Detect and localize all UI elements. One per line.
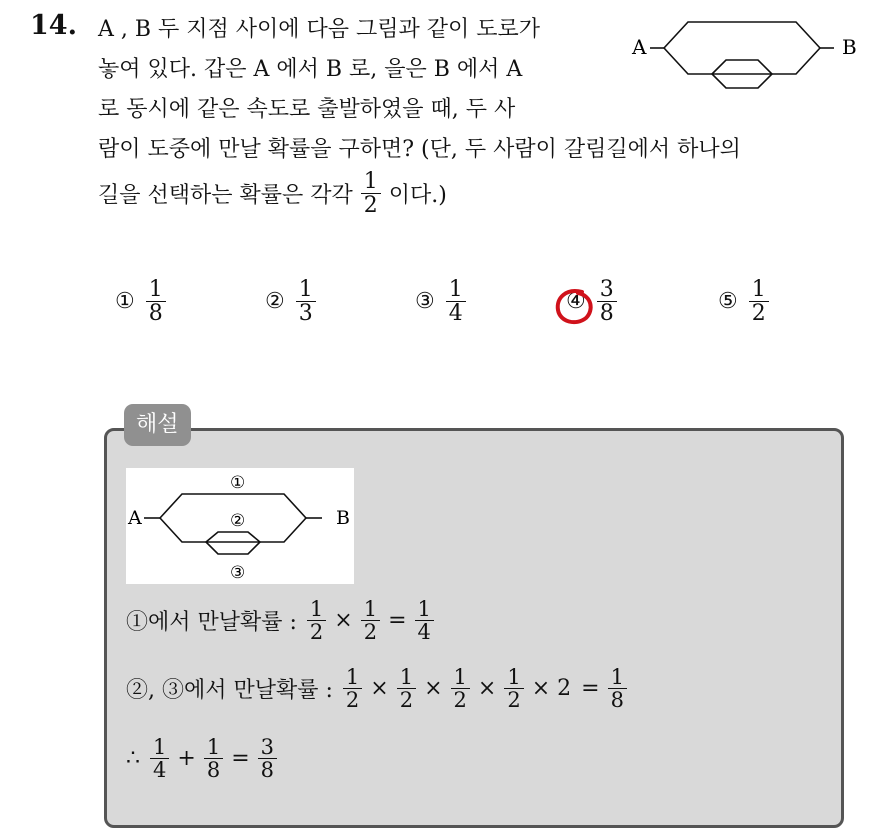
solution-tag: 해설 [124,404,191,446]
choice-1[interactable]: ① $\frac{1}{8}$ [115,278,169,325]
question-line-2: 놓여 있다. 갑은 A 에서 B 로, 을은 B 에서 A [98,57,523,82]
solution-label-b: B [336,507,350,529]
route-label-3: ③ [230,563,246,583]
question-line-5-before: 길을 선택하는 확률은 각각 [98,183,353,209]
question-line-3: 로 동시에 같은 속도로 출발하였을 때, 두 사 [98,97,516,122]
route-label-2: ② [230,511,246,531]
solution-diagram-panel [126,468,354,584]
road-diagram [630,12,866,98]
diagram-label-a: A [632,35,647,59]
solution-line-1: ①에서 만날확률 : $\frac{1}{2}$ × $\frac{1}{2}$ = $\frac{1}{4}$ [126,598,437,643]
question-number: 14. [30,10,77,41]
solution-label-a: A [128,507,142,529]
choice-4[interactable]: ④ $\frac{3}{8}$ [566,278,620,325]
answer-circle-mark [552,286,600,330]
solution-road-diagram [126,468,354,584]
diagram-roads [650,22,834,88]
question-line-1: A , B 두 지점 사이에 다음 그림과 같이 도로가 [98,17,541,42]
solution-line-3: ∴ $\frac{1}{4}$ + $\frac{1}{8}$ = $\frac{3}{8}$ [126,736,280,781]
question-line-4: 람이 도중에 만날 확률을 구하면? (단, 두 사람이 갈림길에서 하나의 [98,137,741,162]
prob-fraction: $\frac{1}{2}$ [361,170,381,217]
route-label-1: ① [230,473,246,493]
solution-line-2: ②, ③에서 만날확률 : $\frac{1}{2}$ × $\frac{1}{2}$ × $\frac{1}{2}$ × $\frac{1}{2}$ × 2 = $\frac{1}{8}$ [126,666,630,711]
diagram-label-b: B [842,35,857,59]
question-line-5 [98,170,447,217]
question-line-5-after: 이다.) [388,183,447,209]
choice-5[interactable]: ⑤ $\frac{1}{2}$ [718,278,772,325]
choice-3[interactable]: ③ $\frac{1}{4}$ [415,278,469,325]
choice-2[interactable]: ② $\frac{1}{3}$ [265,278,319,325]
